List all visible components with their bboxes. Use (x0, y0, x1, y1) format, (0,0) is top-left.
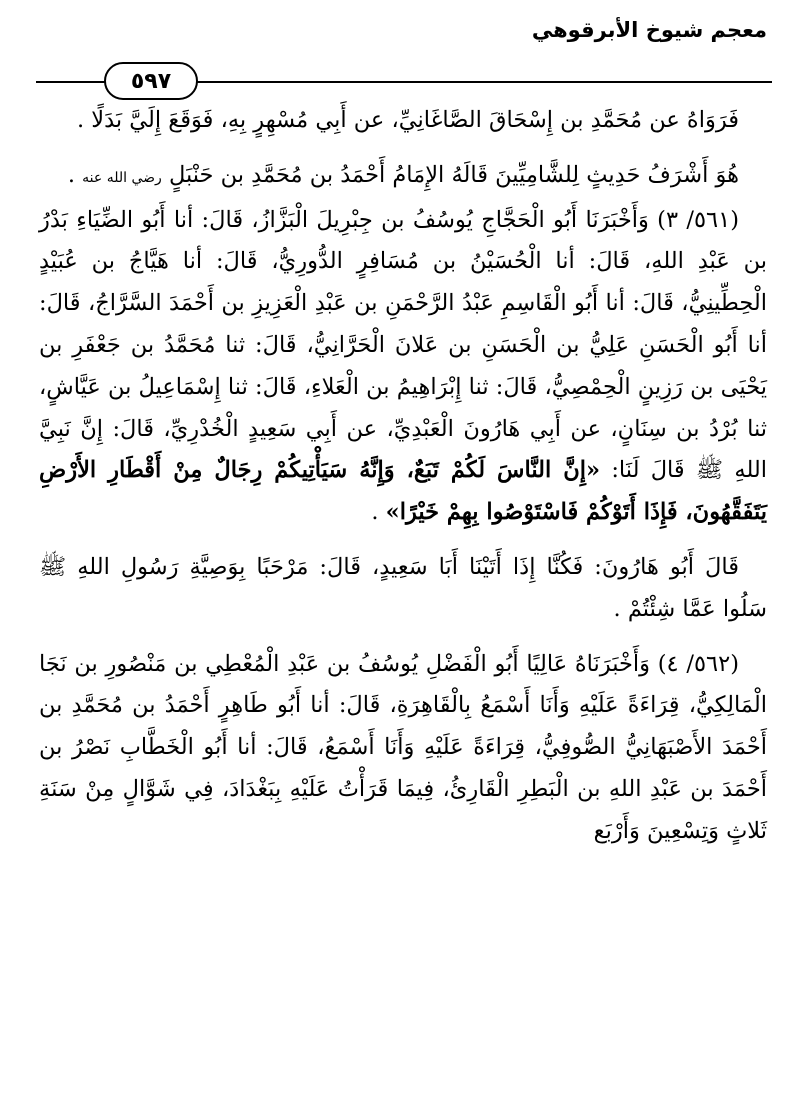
paragraph-2 (39, 155, 767, 200)
paragraph-2-text: هُوَ أَشْرَفُ حَدِيثٍ لِلشَّامِيِّينَ قَالَهُ الإِمَامُ أَحْمَدُ بن مُحَمَّدِ بن حَنْبَلٍ (168, 161, 739, 188)
honorific-glyph: رضي الله عنه (82, 169, 162, 186)
book-title: معجم شيوخ الأبرقوهي (531, 18, 767, 42)
paragraph-1: فَرَوَاهُ عن مُحَمَّدِ بن إِسْحَاقَ الصَّاغَانِيِّ، عن أَبِي مُسْهِرٍ بِهِ، فَوَقَعَ إِلَيَّ بَدَلًا . (76, 107, 739, 133)
paragraph-5: (٥٦٢/ ٤) وَأَخْبَرَنَاهُ عَالِيًا أَبُو الْفَضْلِ يُوسُفُ بن عَبْدِ الْمُعْطِي بن مَنْصُورِ بن نَجَا الْمَالِكِيُّ، قِرَاءَةً عَلَيْهِ وَأَنَا أَسْمَعُ بِالْقَاهِرَةِ، قَالَ: أنا أَبُو طَاهِرٍ أَحْمَدُ بن مُحَمَّدِ بن أَحْمَدَ الأَصْبَهَانِيُّ الصُّوفِيُّ، قِرَاءَةً عَلَيْهِ وَأَنَا أَسْمَعُ، قَالَ: أنا أَبُو الْخَطَّابِ نَصْرُ بن أَحْمَدَ بن عَبْدِ اللهِ بن الْبَطِرِ الْقَارِئُ، فِيمَا قَرَأْتُ عَلَيْهِ بِبَغْدَادَ، فِي شَوَّالٍ مِنْ سَنَةِ ثَلاثٍ وَتِسْعِينَ وَأَرْبَع (39, 650, 767, 844)
page-number: ٥٩٧ (104, 62, 198, 100)
text-body (39, 100, 767, 853)
paragraph-3 (39, 200, 767, 534)
paragraph-2-end: . (67, 161, 83, 188)
paragraph-3-end: . (371, 499, 386, 526)
hadith-text: «إِنَّ النَّاسَ لَكُمْ تَبَعٌ، وَإِنَّهُ سَيَأْتِيكُمْ رِجَالٌ مِنْ أَقْطَارِ الأَرْضِ يَتَفَقَّهُونَ، فَإِذَا أَتَوْكُمْ فَاسْتَوْصُوا بِهِمْ خَيْرًا» (39, 457, 767, 526)
paragraph-4: قَالَ أَبُو هَارُونَ: فَكُنَّا إِذَا أَتَيْنَا أَبَا سَعِيدٍ، قَالَ: مَرْحَبًا بِوَصِيَّةِ رَسُولِ اللهِ ﷺ سَلُوا عَمَّا شِئْتُمْ . (39, 553, 767, 622)
paragraph-3-isnad: (٥٦١/ ٣) وَأَخْبَرَنَا أَبُو الْحَجَّاجِ يُوسُفُ بن جِبْرِيلَ الْبَزَّازُ، قَالَ: أنا أَبُو الضِّيَاءِ بَدْرُ بن عَبْدِ اللهِ، قَالَ: أنا الْحُسَيْنُ بن مُسَافِرٍ الدُّورِيُّ، قَالَ: أنا هَيَّاجُ بن عُبَيْدٍ الْحِطِّينِيُّ، قَالَ: أنا أَبُو الْقَاسِمِ عَبْدُ الرَّحْمَنِ بن عَبْدِ الْعَزِيزِ بن أَحْمَدَ السَّرَّاجُ، قَالَ: أنا أَبُو الْحَسَنِ عَلِيُّ بن الْحَسَنِ بن عَلانَ الْحَرَّانِيُّ، قَالَ: ثنا مُحَمَّدُ بن جَعْفَرِ بن يَحْيَى بن رَزِينٍ الْحِمْصِيُّ، قَالَ: ثنا إِبْرَاهِيمُ بن الْعَلاءِ، قَالَ: ثنا إِسْمَاعِيلُ بن عَيَّاشٍ، ثنا بُرْدُ بن سِنَانٍ، عن أَبِي هَارُونَ الْعَبْدِيِّ، عن أَبِي سَعِيدٍ الْخُدْرِيِّ، قَالَ: إِنَّ نَبِيَّ اللهِ ﷺ قَالَ لَنَا: (39, 206, 768, 484)
